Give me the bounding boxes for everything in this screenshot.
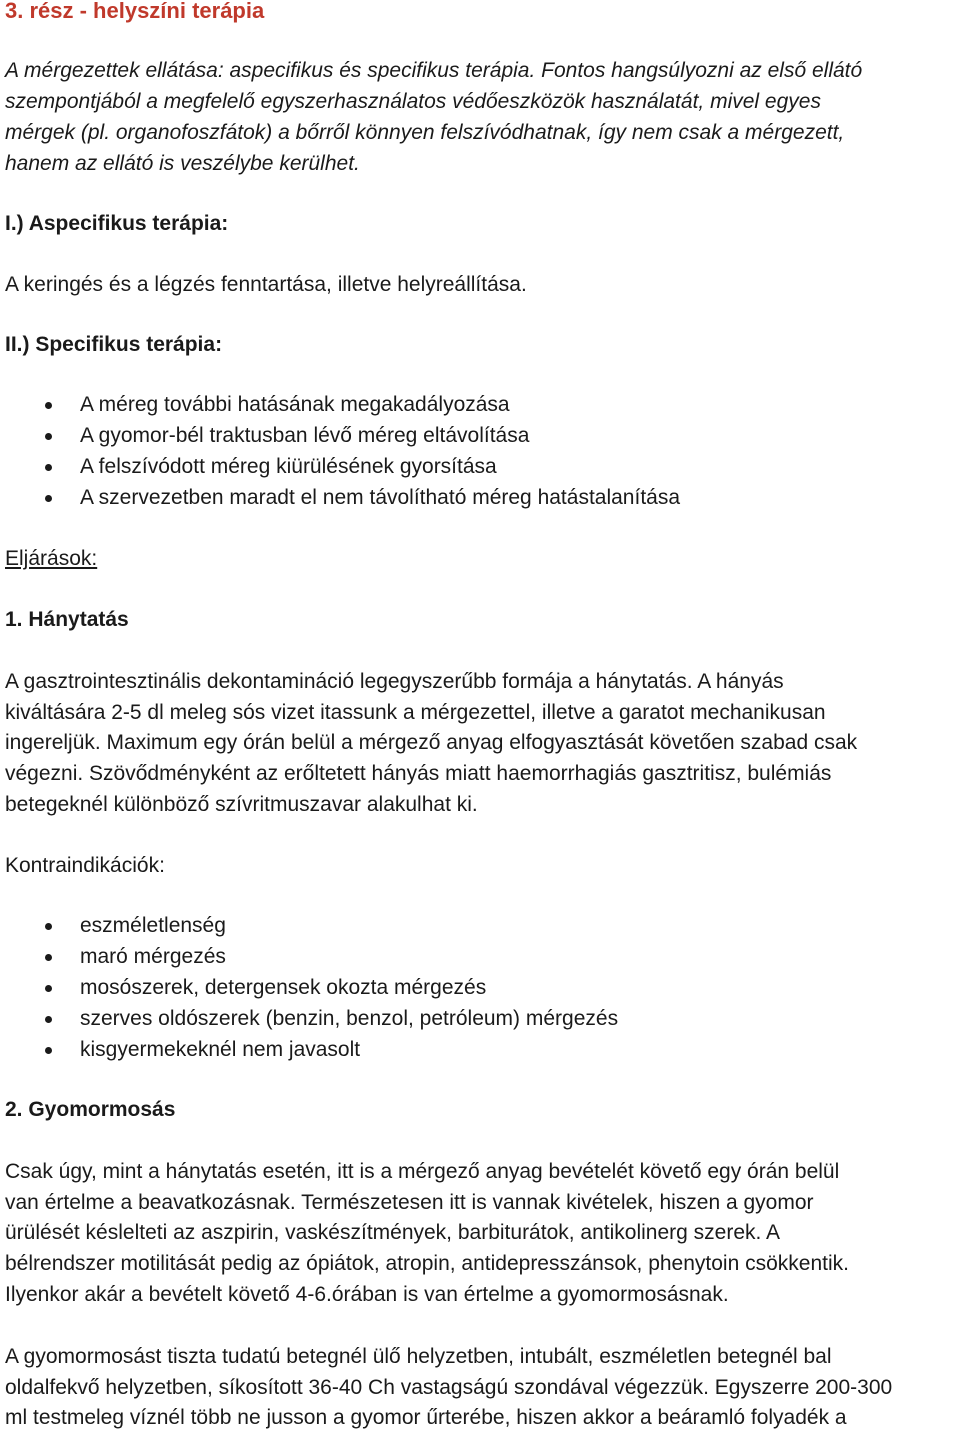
paragraph-line: Ilyenkor akár a bevételt követő 4-6.órában is van értelme a gyomormosásnak.	[5, 1283, 729, 1306]
paragraph-line: betegeknél különböző szívritmuszavar alakulhat ki.	[5, 793, 478, 816]
intro-line: hanem az ellátó is veszélybe kerülhet.	[5, 152, 360, 175]
section1-heading: I.) Aspecifikus terápia:	[5, 212, 229, 235]
list-item-text: A gyomor-bél traktusban lévő méreg eltávolítása	[80, 424, 530, 447]
list-item-text: maró mérgezés	[80, 945, 226, 968]
bullet-icon	[45, 1047, 52, 1054]
paragraph-line: bélrendszer motilitását pedig az ópiátok, atropin, antidepresszánsok, phenytoin csökkentik.	[5, 1252, 849, 1275]
paragraph-line: A gyomormosást tiszta tudatú betegnél ülő helyzetben, intubált, eszméletlen betegnél bal	[5, 1345, 832, 1368]
list-item-text: mosószerek, detergensek okozta mérgezés	[80, 976, 487, 999]
procedure2-heading: 2. Gyomormosás	[5, 1098, 176, 1121]
list-item-text: A felszívódott méreg kiürülésének gyorsítása	[80, 455, 497, 478]
document-title: 3. rész - helyszíni terápia	[5, 0, 265, 23]
bullet-icon	[45, 923, 52, 930]
bullet-icon	[45, 985, 52, 992]
list-item-text: A méreg további hatásának megakadályozása	[80, 393, 510, 416]
section1-text: A keringés és a légzés fenntartása, illetve helyreállítása.	[5, 273, 527, 296]
intro-line: A mérgezettek ellátása: aspecifikus és specifikus terápia. Fontos hangsúlyozni az első ellátó	[5, 59, 863, 82]
paragraph-line: ürülését késlelteti az aszpirin, vaskészítmények, barbiturátok, antikolinerg szerek. A	[5, 1221, 781, 1244]
paragraph-line: kiváltására 2-5 dl meleg sós vizet itassunk a mérgezettel, illetve a garatot mechanikusan	[5, 701, 826, 724]
list-item-text: A szervezetben maradt el nem távolítható méreg hatástalanítása	[80, 486, 681, 509]
list-item-text: szerves oldószerek (benzin, benzol, petróleum) mérgezés	[80, 1007, 619, 1030]
procedures-heading: Eljárások:	[5, 547, 98, 570]
procedure1-heading: 1. Hánytatás	[5, 608, 129, 631]
paragraph-line: ml testmeleg víznél több ne jusson a gyomor űrterébe, hiszen akkor a beáramló folyadék a	[5, 1406, 847, 1429]
bullet-icon	[45, 464, 52, 471]
list-item-text: kisgyermekeknél nem javasolt	[80, 1038, 361, 1061]
paragraph-line: végezni. Szövődményként az erőltetett hányás miatt haemorrhagiás gasztritisz, bulémiás	[5, 762, 832, 785]
paragraph-line: van értelme a beavatkozásnak. Természetesen itt is vannak kivételek, hiszen a gyomor	[5, 1191, 814, 1214]
paragraph-line: ingereljük. Maximum egy órán belül a mérgező anyag elfogyasztását követően szabad csak	[5, 731, 858, 754]
intro-line: mérgek (pl. organofoszfátok) a bőrről könnyen felszívódhatnak, így nem csak a mérgezett,	[5, 121, 845, 144]
paragraph-line: A gasztrointesztinális dekontamináció legegyszerűbb formája a hánytatás. A hányás	[5, 670, 784, 693]
bullet-icon	[45, 433, 52, 440]
contraindications-heading: Kontraindikációk:	[5, 854, 165, 877]
paragraph-line: Csak úgy, mint a hánytatás esetén, itt is a mérgező anyag bevételét követő egy órán belül	[5, 1160, 840, 1183]
bullet-icon	[45, 1016, 52, 1023]
bullet-icon	[45, 954, 52, 961]
paragraph-line: oldalfekvő helyzetben, síkosított 36-40 Ch vastagságú szondával végezzük. Egyszerre 200-300	[5, 1376, 893, 1399]
bullet-icon	[45, 495, 52, 502]
list-item-text: eszméletlenség	[80, 914, 226, 937]
section2-heading: II.) Specifikus terápia:	[5, 333, 223, 356]
intro-line: szempontjából a megfelelő egyszerhasználatos védőeszközök használatát, mivel egyes	[5, 90, 821, 113]
bullet-icon	[45, 402, 52, 409]
